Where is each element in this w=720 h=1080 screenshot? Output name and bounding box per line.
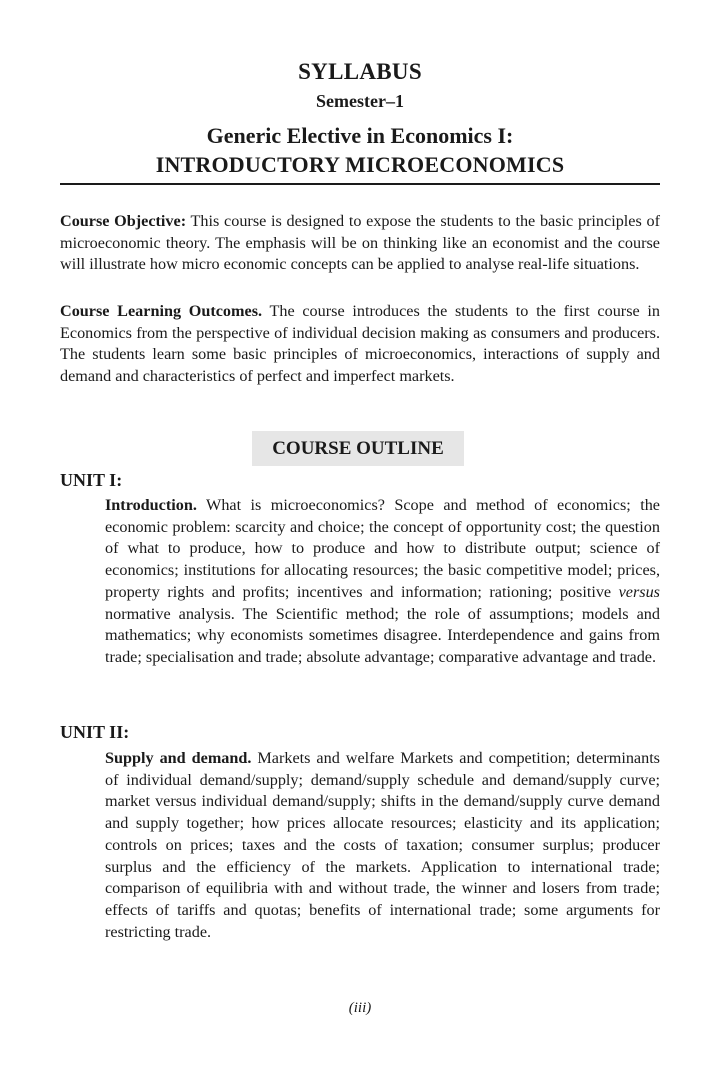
course-title-line1: Generic Elective in Economics I: bbox=[206, 123, 514, 148]
header-divider bbox=[60, 183, 660, 185]
course-objective-text: This course is designed to expose the students to the basic principles of microeconomic theory. The emphasis will be on thinking like an economist and the course will illustrate how micro economic concepts can be applied to analyse real-life situations. bbox=[60, 212, 660, 274]
page-title: SYLLABUS bbox=[298, 59, 422, 84]
unit-1-italic: versus bbox=[618, 582, 660, 601]
semester-label: Semester–1 bbox=[316, 91, 404, 111]
learning-outcomes-text: The course introduces the students to the first course in Economics from the perspective of individual decision making as consumers and producers. The students learn some basic principles of microeconomics, interactions of supply and demand and characteristics of perfect and imperfect markets. bbox=[60, 302, 660, 385]
unit-2-lead: Supply and demand. bbox=[105, 749, 252, 767]
course-objective-label: Course Objective: bbox=[60, 212, 187, 230]
unit-2-text: Markets and welfare Markets and competition; determinants of individual demand/supply; demand/supply schedule and demand/supply curve; market versus individual demand/supply; shifts in the demand/supply curve demand and supply together; how prices allocate resources; elasticity and its application; controls on prices; taxes and the costs of taxation; consumer surplus; producer surplus and the efficiency of the markets. Application to international trade; comparison of equilibria with and without trade, the winner and losers from trade; effects of tariffs and quotas; benefits of international trade; some arguments for restricting trade. bbox=[105, 749, 660, 941]
unit-1-title: UNIT I: bbox=[60, 470, 123, 490]
unit-2-body bbox=[105, 748, 660, 943]
learning-outcomes-paragraph bbox=[60, 301, 660, 387]
unit-2-title: UNIT II: bbox=[60, 722, 130, 742]
course-objective-paragraph bbox=[60, 211, 660, 276]
page-number: (iii) bbox=[348, 1000, 372, 1016]
course-title-line2: INTRODUCTORY MICROECONOMICS bbox=[155, 152, 565, 177]
learning-outcomes-label: Course Learning Outcomes. bbox=[60, 302, 263, 320]
unit-1-lead: Introduction. bbox=[105, 496, 197, 514]
course-outline-heading: COURSE OUTLINE bbox=[252, 431, 464, 466]
unit-1-body bbox=[105, 495, 660, 669]
unit-1-text-b: normative analysis. The Scientific method; the role of assumptions; models and mathematics; why economists sometimes disagree. Interdependence and gains from trade; specialisation and trade; absolute advantage; comparative advantage and trade. bbox=[105, 604, 660, 666]
unit-1-text-a: What is microeconomics? Scope and method of economics; the economic problem: scarcity and choice; the concept of opportunity cost; the question of what to produce, how to produce and how to distribute output; science of economics; institutions for allocating resources; the basic competitive model; prices, property rights and profits; incentives and information; rationing; positive bbox=[105, 496, 660, 601]
